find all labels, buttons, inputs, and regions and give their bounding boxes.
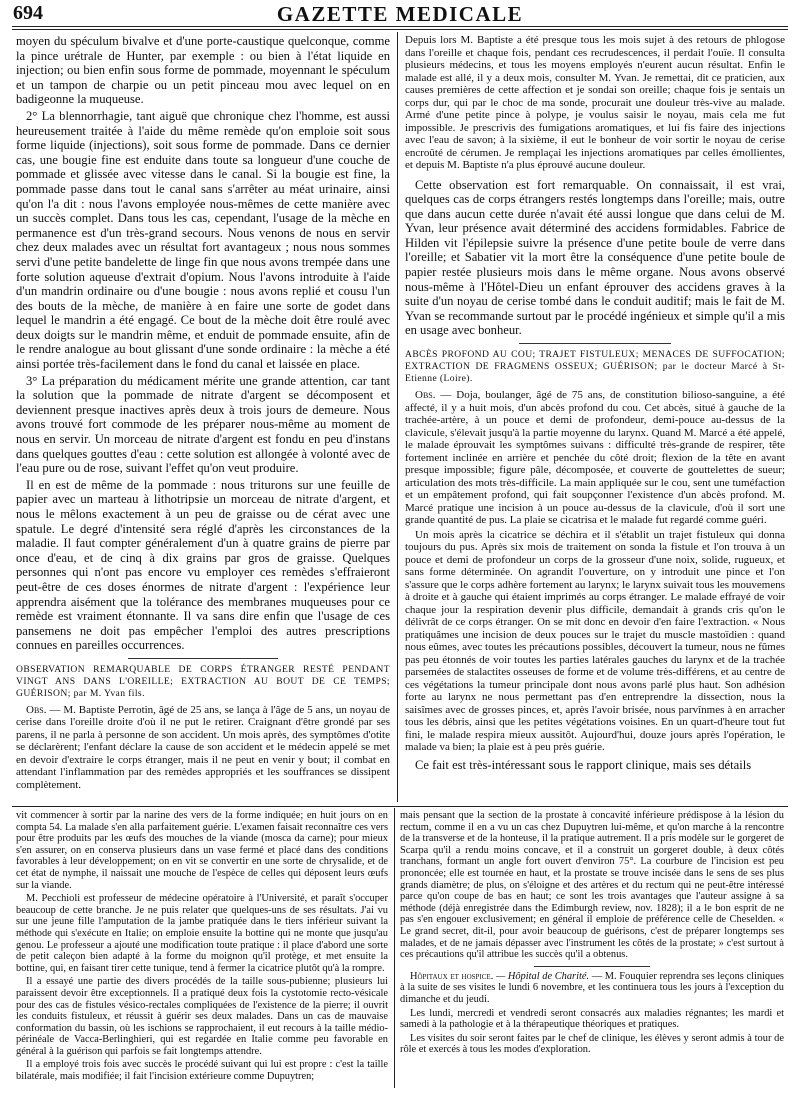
obs-text: — Doja, boulanger, âgé de 75 ans, de constitution bilioso-sanguine, a été affecté, il y a huit mois, d'un abcès profond du cou. Cet abcès, situé à gauche de la trachée-artère, à un pouce et demi de profondeur, demi-pouce au-dessus de la clavicule, s'élevait jusqu'à la partie moyenne du larynx. Quand M. Marcé a été appelé, le malade éprouvait les symptômes suivans : difficulté très-grande de respirer, tête fortement inclinée en arrière et penchée du côté droit; flexion de la tête en avant presque impossible; figure pâle, décomposée, et couverte de gouttelettes de sueur; articulation des mots très-difficile. La main appliquée sur le cou, sent une tuméfaction et un empâtement profond, qui fait soupçonner l'existence d'un abcès profond. M. Marcé pratique une incision à un pouce au-dessus de la clavicule, d'où il sort une grande quantité de pus. La plaie se cicatrisa et le malade fut regardé comme guéri. (405, 389, 785, 527)
page-header (10, 2, 790, 24)
observation-paragraph (16, 704, 390, 792)
column-right (405, 34, 785, 802)
hospices-label: Hôpitaux et hospice. (410, 970, 494, 982)
paragraph: 3° La préparation du médicament mérite une grande attention, car tant la solution que la pommade de nitrate d'argent se décomposent et deviennent presque inactives après deux à trois jours de demeure. Nous avons trouvé fort commode de les préparer nous-même au moment de nous en servir. Un morceau de nitrate d'argent est fondu en peu d'instans dans quelques gouttes d'eau : cette solution est allongée à volonté avec de l'eau pure ou de rose, suivant l'effet qu'on veut produire. (16, 373, 390, 476)
bottom-column-left (16, 810, 388, 1090)
paragraph: mais pensant que la section de la prostate à concavité inférieure prédispose à la lésion du rectum, comme il en a vu un cas chez Dupuytren lui-même, et qu'on marche à la rencontre de la transverse et de la honteuse, il la pratique autrement. Il a pris modèle sur le gorgeret de Scarpa qu'il a rendu moins concave, et il a construit un gorgeret double, à deux côtés tranchans, formant un angle fort ouvert d'environ 75°. La courbure de l'incision est peu prononcée; elle est tournée en haut, et la prostate se trouve incisée dans le sens de ses plus grands diamètre; de plus, on s'éloigne et des artères et du rectum qui ne peut-être intéressé parce qu'on coupe de bas en haut; ce sont les trois avantages que l'auteur assigne à sa méthode (déjà enregistrée dans the Edimburgh review, nov. 1828); il a le bon esprit de ne pas s'en engouer exclusivement; en général il emploie de préférence celle de Cheselden. « Le grand secret, dit-il, pour avoir beaucoup de guérisons, c'est de préparer longtemps ses malades, et de ne jamais dépasser avec l'instrument les côtés de la prostate; » c'est surtout à ces précautions qu'il attribue les succès qu'il a obtenus. (400, 810, 784, 961)
paragraph: vit commencer à sortir par la narine des vers de la forme indiquée; en huit jours on en compta 54. La malade s'en alla parfaitement guérie. L'examen faisait reconnaître ces vers pour être produits par les œufs des mouches de la viande (mosca da carne); pour mieux s'en assurer, on en conserva plusieurs dans un vase fermé et placé dans des conditions favorables à leur développement; on en vit se convertir en une sorte de chrysalide, et de cet état de nymphe, il naissait une mouche de l'espèce de celles qui déposent leurs œufs sur la viande. (16, 810, 388, 891)
section-rule (534, 966, 649, 967)
header-rule-thin (12, 29, 788, 30)
paragraph: Ce fait est très-intéressant sous le rapport clinique, mais ses détails (415, 757, 752, 772)
hospices-paragraph (400, 971, 784, 1006)
section-rule (128, 658, 278, 659)
section-heading: OBSERVATION REMARQUABLE DE CORPS ÉTRANGER RESTÉ PENDANT VINGT ANS DANS L'OREILLE; EXTRACTION AU BOUT DE CE TEMPS; GUÉRISON; par M. Yvan fils. (16, 663, 390, 699)
paragraph: M. Pecchioli est professeur de médecine opératoire à l'Université, et paraît s'occuper beaucoup de cette branche. Je ne puis relater que quelques-uns de ses résultats. J'ai vu sur une jeune fille l'amputation de la jambe pratiquée dans le tiers inférieur suivant la méthode qui s'exécute en Italie; on emploie ensuite la bottine qui ne monte que jusqu'au genou. Le professeur a ajouté une modification toute pratique : il place d'abord une sorte de petit caleçon bien adapté à la forme du moignon qu'il protège, et met ensuite la bottine, qui, en faisant tirer cette tunique, tend à fermer la cicatrice plutôt qu'à la rompre. (16, 893, 388, 974)
header-rule (12, 26, 788, 27)
column-left (16, 34, 390, 802)
paragraph: 2° La blennorrhagie, tant aiguë que chronique chez l'homme, est aussi heureusement traitée à l'aide du même remède qu'on emploie soit sous forme liquide (injections), soit sous forme de pommade. Dans ce dernier cas, une bougie fine est enduite dans toute sa longueur d'une couche de pommade et glissée avec vitesse dans le canal. Si la bougie est fine, la pommade passe dans tout le canal sans s'arrêter au méat urinaire, ainsi qu'on l'a dit : nous l'avons employée nous-mêmes de cette manière avec un succès complet. Dans tous les cas, cependant, l'usage de la mèche en permanence est d'un très-grand secours. Nous venons de nous en servir chez deux malades avec un résultat fort avantageux ; nous nous sommes servi d'une petite bandelette de linge fin que nous avons trempée dans une forte solution aqueuse d'extrait d'opium. Nous l'avons introduite à l'aide d'un mandrin ordinaire ou d'une bougie : nous avons replié et cousu l'un des bouts de la mèche, de manière à en faire une sorte de godet dans lequel le mandrin a été engagé. Ce bout de la mèche doit être roulé avec deux doigts sur le mandrin même, et enduit de pommade ensuite, afin de le rendre analogue au bout glissant d'une sonde ordinaire : la mèche a été ainsi portée très-facilement dans le fond du canal et laissée en place. (16, 108, 390, 372)
paragraph: Il en est de même de la pommade : nous triturons sur une feuille de papier avec un marteau à lithotripsie un morceau de nitrate d'argent, et nous le mêlons exactement à un peu de graisse ou de cérat avec une spatule. Le degré d'intensité sera réglé d'après les circonstances de la maladie. Il faut compter généralement d'un à quatre grains de pierre par once d'eau, et de cinq à dix grains par gros de graisse. Quelques personnes qui n'ont pas encore vu employer ces remèdes s'effraieront peut-être de ces doses énormes de nitrate d'argent : l'expérience leur apprendra aisément que la tolérance des membranes muqueuses pour ce remède est vraiment étonnante. Il va sans dire enfin que l'usage de ces pansemens ne doit pas empêcher l'emploi des autres prescriptions connues en pareilles occurrences. (16, 477, 390, 653)
paragraph: Un mois après la cicatrice se déchira et il s'établit un trajet fistuleux qui donna toujours du pus. Après six mois de traitement on sonda la fistule et l'on trouva à un pouce et demi de profondeur un corps de la grosseur d'une noix, solide, rugueux, et sans forme déterminée. On agrandit l'ouverture, on y introduit une pince et l'on s'assure que le corps adhère fortement au larynx; le larynx suivait tous les mouvemens à droite et à gauche qui étaient imprimés au corps étranger. Le malade effrayé de voir chaque jour la respiration devenir plus difficile, demandait à grands cris qu'on le délivrât de ce corps étranger. On se mit donc en devoir d'en faire l'extraction. « Nous pratiquâmes une incision de deux pouces sur le trajet du muscle mastoïdien : quand nous eûmes, avec toutes les précautions possibles, découvert la tumeur, nous ne fûmes pas peu étonnés de voir toutes les parties latérales gauches du larynx et de la trachée parsemées de stalactites osseuses de forme et de volume très-différens, et au centre de ces végétations la tumeur principale dont nous avons parlé plus haut. Son adhésion forte au larynx ne nous permettant pas d'en entreprendre la dissection, nous la saisîmes avec de grosses pinces, et, après l'avoir brisée, nous parvînmes à en arracher tous les débris, ainsi que les petites végétations voisines. En un quart-d'heure tout fut fini, le malade respira mieux aussitôt. Aujourd'hui, douze jours après l'opération, le malade va bien; la plaie est à peu près guérie. (405, 528, 785, 754)
observation-paragraph (405, 389, 785, 527)
hospices-text: — M. Fouquier reprendra ses leçons cliniques à la suite de ses visites le lundi 6 novembre, et les continuera tous les jours à l'exception du dimanche et du jeudi. (400, 970, 784, 1005)
column-divider (397, 32, 398, 802)
obs-label: Obs. (415, 389, 436, 402)
section-rule (519, 343, 671, 344)
obs-label: Obs. (26, 703, 47, 716)
journal-title: GAZETTE MEDICALE (276, 2, 524, 26)
paragraph: Cette observation est fort remarquable. On connaissait, il est vrai, quelques cas de corps étrangers restés longtemps dans l'oreille; mais, outre que dans aucun cette durée n'avait été aussi longue que dans celui de M. Yvan, leur présence avait déterminé des accidens formidables. Fabrice de Hilden vit l'épilepsie suivre la présence d'une petite boule de verre dans l'oreille; et Sabatier vit la mort être la conséquence d'une petite boule de papier restée plusieurs mois dans le même organe. Nous avons observé nous-même à l'Hôtel-Dieu un enfant éprouver des accidens graves à la suite d'un noyau de cerise tombé dans le conduit auditif; mais le fait de M. Yvan se recommande surtout par le procédé ingénieux et simple qu'il a mis en usage avec bonheur. (405, 177, 785, 338)
hospices-place: — Hôpital de Charité. (495, 970, 590, 982)
paragraph: Les visites du soir seront faites par le chef de clinique, les élèves y seront admis à tour de rôle et exercés à tous les modes d'exploration. (400, 1032, 784, 1056)
obs-text: — M. Baptiste Perrotin, âgé de 25 ans, se lança à l'âge de 5 ans, un noyau de cerise dans l'oreille droite d'où il ne put le retirer. Craignant d'être grondé par ses parens, il ne parla à personne de son accident. Un mois après, des symptômes d'otite se déclarèrent; l'enfant déclare la cause de son accident et le médecin appelé se met en devoir d'extraire le corps étranger, mais il ne peut en venir y bout; il combat en attendant l'inflammation par des remèdes appropriés et les souffrances se dissipent complètement. (16, 703, 390, 791)
bottom-column-right (400, 810, 784, 1090)
section-separator (12, 806, 788, 807)
paragraph: Les lundi, mercredi et vendredi seront consacrés aux maladies régnantes; les mardi et samedi à la pathologie et à la thérapeutique théoriques et pratiques. (400, 1007, 784, 1031)
paragraph: Il a employé trois fois avec succès le procédé suivant qui lui est propre : c'est la taille bilatérale, mais modifiée; il fait l'incision extérieure comme Dupuytren; (16, 1059, 388, 1083)
section-heading: ABCÈS PROFOND AU COU; TRAJET FISTULEUX; MENACES DE SUFFOCATION; EXTRACTION DE FRAGMENS OSSEUX; GUÉRISON; par le docteur Marcé à St-Etienne (Loire). (405, 349, 785, 385)
observation-continued: Depuis lors M. Baptiste a été presque tous les mois sujet à des retours de phlogose dans l'oreille et chaque fois, pendant ces recrudescences, il perdait l'ouïe. Il consulta plusieurs médecins, et tous les moyens employés n'eurent aucun résultat. Enfin le malade est allé, il y a deux mois, consulter M. Yvan. Je remettai, dit ce praticien, aux causes premières de cette affection et je sondai son oreille; chaque fois je sentais un corps dur, qui par le choc de ma sonde, procurait une douleur très-vive au malade. Armé d'une petite pince à polype, je voulus saisir le noyau, mais cela me fut impossible. Je prescrivis des fumigations aromatiques, et lui fis faire des injections avec l'eau de savon; à la sixième, il eut le bonheur de voir sortir le noyau de cerise encroûté de cérumen. Je remplaçai les injections aromatiques par celles émollientes, et depuis M. Baptiste n'a plus éprouvé aucune douleur. (405, 34, 785, 171)
paragraph: moyen du spéculum bivalve et d'une porte-caustique quelconque, comme la pince urétrale de Hunter, par exemple : ou bien à l'état liquide en injection; ou bien enfin sous forme de pommade, moyennant le spéculum et un tampon de charpie ou un petit pinceau mou avec lequel on en badigeonne la muqueuse. (16, 34, 390, 107)
bottom-column-divider (394, 808, 395, 1088)
paragraph: Il a essayé une partie des divers procédés de la taille sous-pubienne; plusieurs lui paraissent devoir être exceptionnels. Il a pratiqué deux fois la cystotomie recto-vésicale pour des cas de fistules vésico-rectales compliquées de l'existence de la pierre; il ouvrit les conduits fistuleux, et réussit à guérir ses deux malades. Dans un cas de mauvaise conformation du bassin, où les ischions se rapprochaient, il eut recours à la taille médio-périnéale de Vacca-Berlinghieri, qui est regardée en Italie comme peu favorable en général à la guérison qui parfois se fait longtemps attendre. (16, 976, 388, 1057)
page-number: 694 (13, 2, 43, 24)
